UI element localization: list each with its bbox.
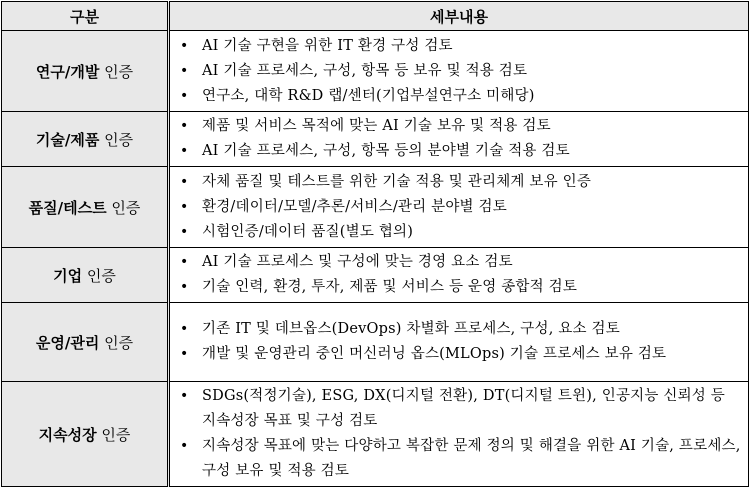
bullet-icon: •: [180, 37, 189, 54]
bullet-icon: •: [180, 346, 189, 362]
item-text: 제품 및 서비스 목적에 맞는 AI 기술 보유 및 적용 검토: [202, 118, 551, 134]
category-bold: 품질/테스트: [28, 198, 107, 217]
category-suffix: 인증: [99, 333, 134, 352]
header-detail: 세부내용: [169, 2, 749, 31]
bullet-icon: •: [180, 118, 189, 134]
table-row: [2, 31, 749, 112]
item-text: AI 기술 프로세스 및 구성에 맞는 경영 요소 검토: [202, 254, 513, 270]
row-detail: [169, 303, 749, 382]
list-item: [176, 342, 742, 367]
list-item: [176, 84, 742, 109]
list-item: [176, 317, 742, 342]
bullet-icon: •: [180, 223, 189, 240]
row-detail: [169, 382, 749, 487]
table-row: [2, 167, 749, 248]
item-text: 자체 품질 및 테스트를 위한 기술 적용 및 관리체계 보유 인증: [202, 173, 592, 190]
row-detail: [169, 248, 749, 303]
bullet-icon: •: [180, 388, 189, 404]
bullet-icon: •: [180, 321, 189, 337]
category-bold: 기술/제품: [35, 130, 100, 149]
list-item: [176, 220, 742, 245]
category-suffix: 인증: [99, 62, 134, 81]
list-item: [176, 275, 742, 300]
item-text: 환경/데이터/모델/추론/서비스/관리 분야별 검토: [202, 198, 507, 215]
list-item: [176, 195, 742, 220]
item-text: SDGs(적정기술), ESG, DX(디지털 전환), DT(디지털 트윈), 인공지능 신뢰성 등 지속성장 목표 및 구성 검토: [202, 388, 726, 429]
table-row: [2, 303, 749, 382]
list-item: [176, 250, 742, 275]
row-category: [2, 248, 169, 303]
row-category: [2, 303, 169, 382]
header-category: 구분: [2, 2, 169, 31]
bullet-icon: •: [180, 279, 189, 295]
category-bold: 연구/개발: [35, 62, 100, 81]
table-row: [2, 112, 749, 167]
item-text: 연구소, 대학 R&D 랩/센터(기업부설연구소 미해당): [202, 87, 535, 104]
list-item: [176, 384, 742, 434]
list-item: [176, 434, 742, 484]
category-bold: 지속성장: [38, 425, 97, 444]
category-suffix: 인증: [99, 130, 134, 149]
category-suffix: 인증: [82, 266, 116, 285]
list-item: [176, 139, 742, 164]
bullet-icon: •: [180, 198, 189, 215]
item-text: AI 기술 프로세스, 구성, 항목 등의 분야별 기술 적용 검토: [202, 143, 570, 159]
row-detail: [169, 167, 749, 248]
bullet-icon: •: [180, 438, 189, 454]
row-category: [2, 112, 169, 167]
category-bold: 기업: [53, 266, 83, 285]
list-item: [176, 34, 742, 59]
table-row: [2, 248, 749, 303]
item-text: 시험인증/데이터 품질(별도 협의): [202, 223, 414, 240]
item-text: 기존 IT 및 데브옵스(DevOps) 차별화 프로세스, 구성, 요소 검토: [202, 321, 620, 337]
list-item: [176, 170, 742, 195]
item-text: 개발 및 운영관리 중인 머신러닝 옵스(MLOps) 기술 프로세스 보유 검토: [202, 346, 667, 362]
row-category: [2, 31, 169, 112]
item-text: AI 기술 프로세스, 구성, 항목 등 보유 및 적용 검토: [202, 62, 528, 79]
category-bold: 운영/관리: [35, 333, 100, 352]
table-row: [2, 382, 749, 487]
row-category: [2, 382, 169, 487]
category-suffix: 인증: [106, 198, 141, 217]
certification-table: [1, 1, 749, 487]
bullet-icon: •: [180, 173, 189, 190]
bullet-icon: •: [180, 143, 189, 159]
table-header-row: [2, 2, 749, 31]
bullet-icon: •: [180, 62, 189, 79]
list-item: [176, 59, 742, 84]
item-text: 기술 인력, 환경, 투자, 제품 및 서비스 등 운영 종합적 검토: [202, 279, 578, 295]
item-text: AI 기술 구현을 위한 IT 환경 구성 검토: [202, 37, 453, 54]
row-detail: [169, 31, 749, 112]
item-text: 지속성장 목표에 맞는 다양하고 복잡한 문제 정의 및 해결을 위한 AI 기술, 프로세스, 구성 보유 및 적용 검토: [202, 438, 741, 479]
row-detail: [169, 112, 749, 167]
category-suffix: 인증: [96, 425, 131, 444]
list-item: [176, 114, 742, 139]
bullet-icon: •: [180, 254, 189, 270]
bullet-icon: •: [180, 87, 189, 104]
row-category: [2, 167, 169, 248]
